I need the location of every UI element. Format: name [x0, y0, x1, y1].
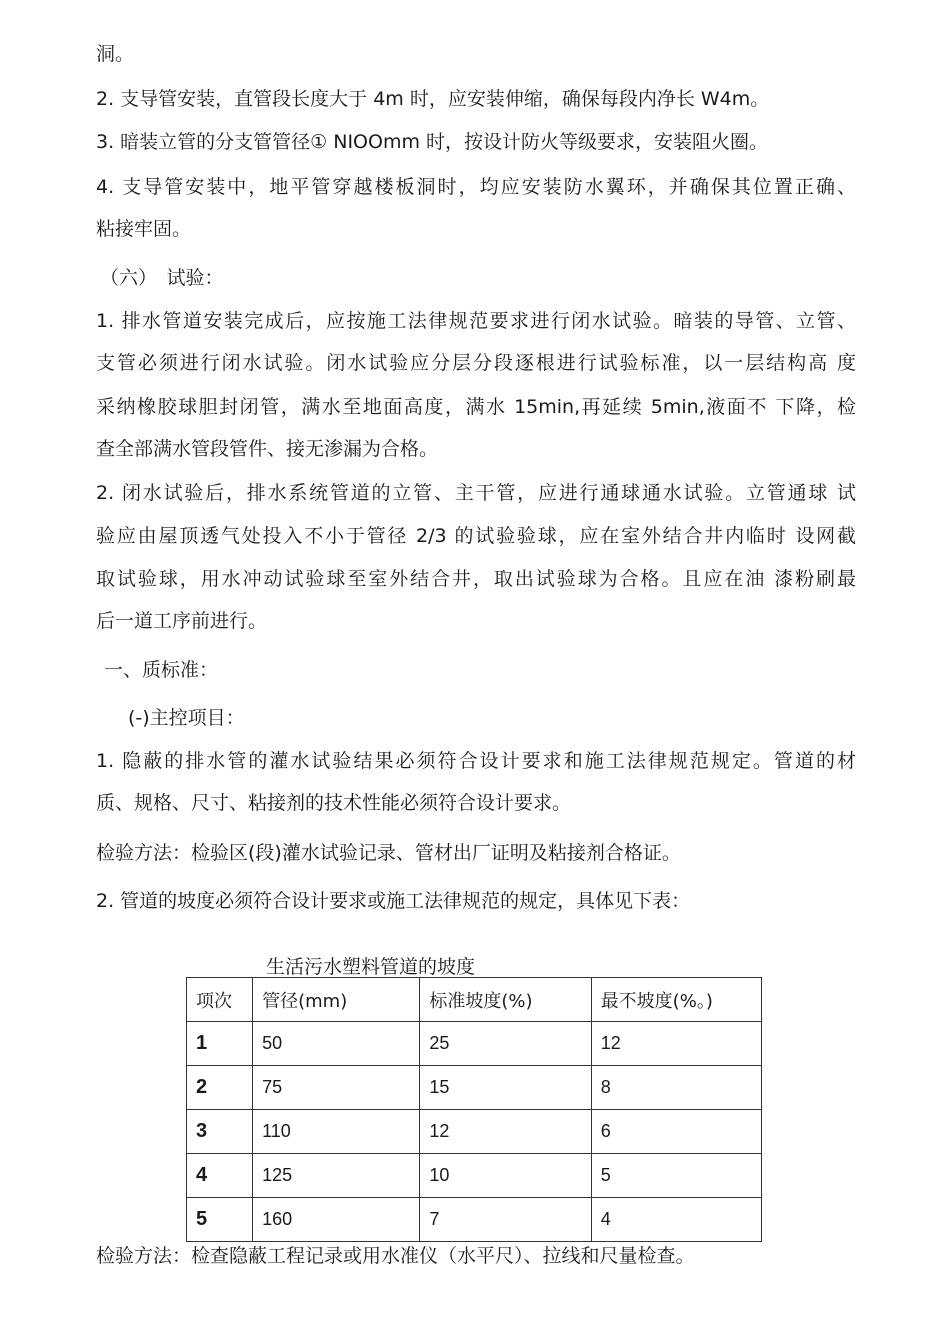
- table-cell: 50: [253, 1022, 420, 1066]
- table-cell: 5: [591, 1154, 761, 1198]
- table-row: [187, 1066, 762, 1110]
- table-cell: 3: [187, 1110, 253, 1154]
- table-cell: 7: [420, 1198, 591, 1242]
- table-cell: 110: [253, 1110, 420, 1154]
- inspection-method: 检验方法：检查隐蔽工程记录或用水准仪（水平尺）、拉线和尺量检查。: [96, 1245, 695, 1267]
- subsection-heading: (-)主控项目：: [128, 707, 245, 729]
- table-cell: 12: [420, 1110, 591, 1154]
- table-cell: 6: [591, 1110, 761, 1154]
- table-cell: 4: [187, 1154, 253, 1198]
- paragraph-line: 2. 支导管安装，直管段长度大于 4m 时，应安装伸缩，确保每段内净长 W4m。: [96, 88, 770, 110]
- paragraph-line: 2. 闭水试验后，排水系统管道的立管、主干管，应进行通球通水试验。立管通球 试: [96, 482, 856, 504]
- paragraph-line: 2. 管道的坡度必须符合设计要求或施工法律规范的规定，具体见下表：: [96, 890, 691, 912]
- section-heading: （六） 试验：: [100, 267, 224, 289]
- paragraph-line: 质、规格、尺寸、粘接剂的技术性能必须符合设计要求。: [96, 792, 572, 814]
- table-cell: 12: [591, 1022, 761, 1066]
- table-cell: 15: [420, 1066, 591, 1110]
- paragraph-line: 4. 支导管安装中，地平管穿越楼板洞时，均应安装防水翼环，并确保其位置正确、: [96, 176, 856, 198]
- paragraph-line: 支管必须进行闭水试验。闭水试验应分层分段逐根进行试验标准，以一层结构高 度: [96, 352, 856, 374]
- table-cell: 1: [187, 1022, 253, 1066]
- header-cell: 标准坡度(%): [420, 978, 591, 1022]
- paragraph-line: 查全部满水管段管件、接无渗漏为合格。: [96, 438, 439, 460]
- section-heading: 一、质标准：: [104, 659, 219, 681]
- header-cell: 最不坡度(%。): [591, 978, 761, 1022]
- table-cell: 125: [253, 1154, 420, 1198]
- table-cell: 75: [253, 1066, 420, 1110]
- table-cell: 160: [253, 1198, 420, 1242]
- paragraph-line: 粘接牢固。: [96, 218, 192, 240]
- table-cell: 5: [187, 1198, 253, 1242]
- table-cell: 10: [420, 1154, 591, 1198]
- table-cell: 2: [187, 1066, 253, 1110]
- table-header-row: [187, 978, 762, 1022]
- paragraph-line: 1. 隐蔽的排水管的灌水试验结果必须符合设计要求和施工法律规范规定。管道的材: [96, 750, 856, 772]
- header-cell: 项次: [187, 978, 253, 1022]
- table-cell: 8: [591, 1066, 761, 1110]
- paragraph-line: 1. 排水管道安装完成后，应按施工法律规范要求进行闭水试验。暗装的导管、立管、: [96, 310, 856, 332]
- table-caption: 生活污水塑料管道的坡度: [266, 956, 476, 978]
- slope-table: [186, 977, 762, 1242]
- table-cell: 25: [420, 1022, 591, 1066]
- header-cell: 管径(mm): [253, 978, 420, 1022]
- table-row: [187, 1198, 762, 1242]
- paragraph-line: 3. 暗装立管的分支管管径① NIOOmm 时，按设计防火等级要求，安装阻火圈。: [96, 131, 769, 153]
- paragraph-line: 后一道工序前进行。: [96, 610, 268, 632]
- paragraph-line: 验应由屋顶透气处投入不小于管径 2/3 的试验验球，应在室外结合井内临时 设网截: [96, 525, 856, 547]
- paragraph-line: 洞。: [96, 43, 135, 65]
- paragraph-line: 采纳橡胶球胆封闭管，满水至地面高度，满水 15min,再延续 5min,液面不 下降，检: [96, 396, 856, 418]
- paragraph-line: 取试验球，用水冲动试验球至室外结合井，取出试验球为合格。且应在油 漆粉刷最: [96, 568, 856, 590]
- inspection-method: 检验方法：检验区(段)灌水试验记录、管材出厂证明及粘接剂合格证。: [96, 842, 681, 864]
- table-cell: 4: [591, 1198, 761, 1242]
- table-row: [187, 1022, 762, 1066]
- table-row: [187, 1154, 762, 1198]
- table-row: [187, 1110, 762, 1154]
